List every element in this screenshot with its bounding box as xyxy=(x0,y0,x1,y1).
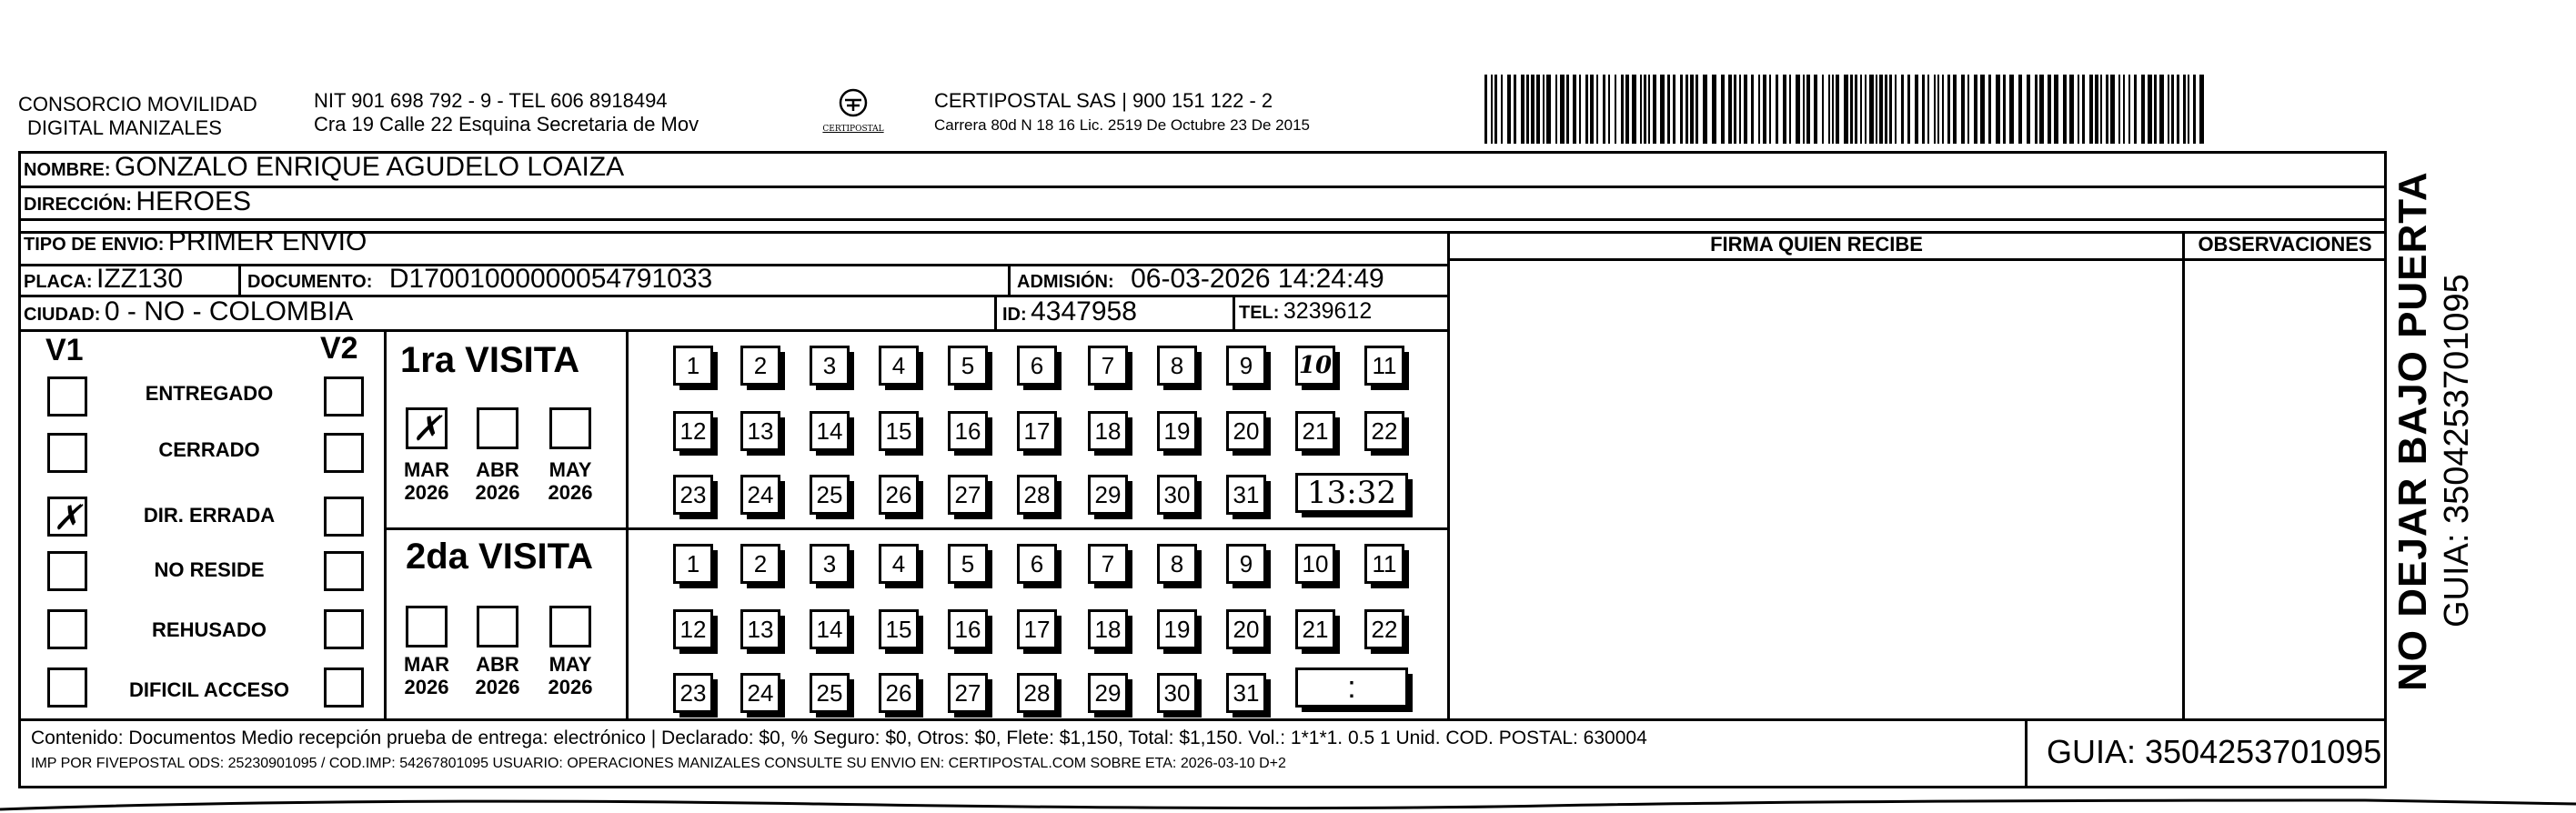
status-label: REHUSADO xyxy=(152,618,267,641)
barcode-bar xyxy=(1961,75,1965,144)
day-box[interactable]: 14 xyxy=(810,411,850,451)
day-box[interactable]: 6 xyxy=(1017,346,1057,386)
barcode-bar xyxy=(1667,75,1670,144)
barcode-bar xyxy=(2009,75,2014,144)
barcode-bar xyxy=(1947,75,1950,144)
barcode-bar xyxy=(1560,75,1565,144)
day-box[interactable]: 25 xyxy=(810,673,850,713)
observaciones-area[interactable] xyxy=(2187,262,2381,717)
barcode-bar xyxy=(1769,75,1771,144)
barcode-bar xyxy=(1531,75,1535,144)
day-box[interactable]: 23 xyxy=(673,673,713,713)
v1-checkbox-entregado[interactable] xyxy=(47,376,87,417)
day-box[interactable]: 16 xyxy=(948,411,988,451)
barcode-bar xyxy=(2171,75,2174,144)
day-box[interactable]: 24 xyxy=(740,673,780,713)
barcode-bar xyxy=(1543,75,1545,144)
barcode-bar xyxy=(1739,75,1741,144)
nombre-field: NOMBRE: GONZALO ENRIQUE AGUDELO LOAIZA xyxy=(24,152,625,182)
footer-contenido: Contenido: Documentos Medio recepción prueba de entrega: electrónico | Declarado: $0, % Seguro: $0, Otros: $0, Flete: $1,150, Total: $1,150. Vol.: 1*1*1. 0.5 1 Unid. COD. POSTAL: 630004 xyxy=(31,728,1647,748)
barcode-bar xyxy=(1536,75,1540,144)
v1-checkbox-rehusado[interactable] xyxy=(47,609,87,649)
barcode-bar xyxy=(2095,75,2098,144)
day-box[interactable]: 22 xyxy=(1364,609,1404,649)
day-box[interactable]: 28 xyxy=(1017,673,1057,713)
carrier-info: CERTIPOSTAL SAS | 900 151 122 - 2 Carrera 80d N 18 16 Lic. 2519 De Octubre 23 De 2015 xyxy=(934,89,1310,134)
barcode-bar xyxy=(1526,75,1529,144)
status-label: ENTREGADO xyxy=(145,382,274,405)
barcode-bar xyxy=(2110,75,2115,144)
day-box[interactable]: 9 xyxy=(1226,544,1266,584)
direccion-value: HEROES xyxy=(136,186,252,216)
barcode-bar xyxy=(2177,75,2179,144)
barcode-bar xyxy=(1885,75,1887,144)
barcode-bar xyxy=(1579,75,1581,144)
documento-value: D17001000000054791033 xyxy=(388,264,713,294)
visit2-title: 2da VISITA xyxy=(406,537,593,577)
barcode-bar xyxy=(1573,75,1576,144)
barcode-bar xyxy=(1690,75,1694,144)
visit2-time[interactable]: : xyxy=(1295,667,1408,708)
day-box[interactable]: 20 xyxy=(1226,609,1266,649)
day-box[interactable]: 10 xyxy=(1295,346,1335,386)
day-box[interactable]: 22 xyxy=(1364,411,1404,451)
observaciones-header: OBSERVACIONES xyxy=(2198,233,2372,256)
barcode-bar xyxy=(1514,75,1516,144)
day-box[interactable]: 24 xyxy=(740,475,780,515)
barcode-bar xyxy=(1806,75,1810,144)
barcode-bar xyxy=(1783,75,1786,144)
barcode-bar xyxy=(1915,75,1918,144)
day-box[interactable]: 15 xyxy=(879,609,919,649)
day-box[interactable]: 3 xyxy=(810,544,850,584)
v1-checkbox-cerrado[interactable] xyxy=(47,433,87,473)
barcode-bar xyxy=(2035,75,2038,144)
visit1-month-label: MAR 2026 xyxy=(403,458,450,504)
barcode-bar xyxy=(1632,75,1636,144)
barcode-bar xyxy=(1712,75,1716,144)
barcode-bar xyxy=(1980,75,1985,144)
barcode-bar xyxy=(1484,75,1487,144)
v2-checkbox-entregado[interactable] xyxy=(324,376,364,417)
day-box[interactable]: 11 xyxy=(1364,544,1404,584)
barcode-bar xyxy=(1996,75,2000,144)
v2-checkbox-rehusado[interactable] xyxy=(324,609,364,649)
direccion-field: DIRECCIÓN: HEROES xyxy=(24,186,252,216)
barcode-bar xyxy=(1942,75,1944,144)
barcode-bar xyxy=(1974,75,1977,144)
barcode-bar xyxy=(1814,75,1817,144)
barcode-bar xyxy=(1603,75,1605,144)
day-box[interactable]: 12 xyxy=(673,411,713,451)
status-label: NO RESIDE xyxy=(154,558,265,581)
barcode-bar xyxy=(2027,75,2030,144)
v2-checkbox-dificil-acceso[interactable] xyxy=(324,667,364,708)
barcode-bar xyxy=(1895,75,1897,144)
footer-imp: IMP POR FIVEPOSTAL ODS: 25230901095 / COD.IMP: 54267801095 USUARIO: OPERACIONES MANIZALES CONSULTE SU ENVIO EN: CERTIPOSTAL.COM SOBRE ETA: 2026-03-10 D+2 xyxy=(31,756,1286,771)
barcode-bar xyxy=(1876,75,1877,144)
barcode-bar xyxy=(1590,75,1594,144)
barcode-bar xyxy=(2018,75,2022,144)
barcode-bar xyxy=(1673,75,1675,144)
status-label: DIR. ERRADA xyxy=(143,504,276,527)
day-box[interactable]: 6 xyxy=(1017,544,1057,584)
certipostal-logo xyxy=(814,87,892,144)
barcode-bar xyxy=(1734,75,1736,144)
day-box[interactable]: 7 xyxy=(1088,346,1128,386)
side-warning: NO DEJAR BAJO PUERTA xyxy=(2390,171,2435,691)
placa-field: PLACA: IZZ130 xyxy=(24,264,184,294)
barcode-bar xyxy=(2123,75,2125,144)
logo-emblem-icon xyxy=(835,87,871,120)
visit1-time[interactable]: 13:32 xyxy=(1295,473,1408,513)
id-field: ID: 4347958 xyxy=(1002,296,1137,326)
day-box[interactable]: 26 xyxy=(879,475,919,515)
barcode-bar xyxy=(1832,75,1834,144)
visit2-month-box[interactable] xyxy=(477,606,518,647)
barcode-bar xyxy=(1680,75,1683,144)
barcode-bar xyxy=(1763,75,1766,144)
status-label: CERRADO xyxy=(158,438,260,461)
barcode-bar xyxy=(2039,75,2044,144)
barcode-bar xyxy=(1889,75,1892,144)
status-label: DIFICIL ACCESO xyxy=(128,678,289,701)
logo-caption: CERTIPOSTAL xyxy=(822,125,884,134)
barcode-bar xyxy=(2118,75,2120,144)
v1-checkbox-dir-errada[interactable]: ✗ xyxy=(47,497,87,537)
day-box[interactable]: 30 xyxy=(1157,475,1197,515)
tel-value: 3239612 xyxy=(1283,298,1373,324)
day-box[interactable]: 1 xyxy=(673,346,713,386)
day-box[interactable]: 28 xyxy=(1017,475,1057,515)
day-box[interactable]: 10 xyxy=(1295,544,1335,584)
visit2-month-box[interactable] xyxy=(406,606,448,647)
day-box[interactable]: 18 xyxy=(1088,411,1128,451)
day-box[interactable]: 1 xyxy=(673,544,713,584)
day-box[interactable]: 4 xyxy=(879,346,919,386)
visit2-month-label: MAR 2026 xyxy=(403,653,450,698)
barcode-bar xyxy=(1855,75,1857,144)
day-box[interactable]: 19 xyxy=(1157,609,1197,649)
barcode-bar xyxy=(1850,75,1853,144)
day-box[interactable]: 29 xyxy=(1088,673,1128,713)
admision-value: 06-03-2026 14:24:49 xyxy=(1131,264,1384,294)
ciudad-field: CIUDAD: 0 - NO - COLOMBIA xyxy=(24,296,354,326)
barcode-bar xyxy=(1953,75,1957,144)
barcode-bar xyxy=(1685,75,1688,144)
visit1-month-label: MAY 2026 xyxy=(548,458,593,504)
barcode-bar xyxy=(2003,75,2006,144)
barcode-bar xyxy=(1703,75,1707,144)
barcode-bar xyxy=(1869,75,1874,144)
barcode-bar xyxy=(1491,75,1493,144)
day-box[interactable]: 13 xyxy=(740,609,780,649)
day-box[interactable]: 17 xyxy=(1017,609,1057,649)
barcode-bar xyxy=(2082,75,2085,144)
day-box[interactable]: 29 xyxy=(1088,475,1128,515)
day-box[interactable]: 9 xyxy=(1226,346,1266,386)
company-name: CONSORCIO MOVILIDAD DIGITAL MANIZALES xyxy=(18,93,257,139)
barcode-bar xyxy=(1967,75,1969,144)
barcode-bar xyxy=(1721,75,1725,144)
barcode-bar xyxy=(1728,75,1732,144)
barcode-bar xyxy=(1879,75,1883,144)
day-box[interactable]: 7 xyxy=(1088,544,1128,584)
barcode-bar xyxy=(1751,75,1754,144)
barcode-bar xyxy=(1696,75,1698,144)
barcode-bar xyxy=(1625,75,1629,144)
barcode-bar xyxy=(1660,75,1665,144)
day-box[interactable]: 4 xyxy=(879,544,919,584)
barcode-bar xyxy=(2128,75,2130,144)
barcode-bar xyxy=(2048,75,2051,144)
barcode-bar xyxy=(1494,75,1497,144)
day-box[interactable]: 5 xyxy=(948,346,988,386)
company-nit: NIT 901 698 792 - 9 - TEL 606 8918494 Cra 19 Calle 22 Esquina Secretaria de Mov xyxy=(314,89,699,136)
barcode-bar xyxy=(2154,75,2157,144)
v2-checkbox-no-reside[interactable] xyxy=(324,551,364,591)
barcode-bar xyxy=(2106,75,2108,144)
footer-guia: GUIA: 3504253701095 xyxy=(2047,733,2382,770)
barcode-bar xyxy=(1521,75,1524,144)
barcode-bar xyxy=(1803,75,1805,144)
barcode-bar xyxy=(1865,75,1867,144)
day-box[interactable]: 31 xyxy=(1226,475,1266,515)
barcode-bar xyxy=(1501,75,1503,144)
barcode-bar xyxy=(1937,75,1939,144)
barcode-bar xyxy=(2100,75,2102,144)
barcode-bar xyxy=(2078,75,2079,144)
barcode-bar xyxy=(2148,75,2152,144)
barcode-bar xyxy=(1927,75,1929,144)
day-box[interactable]: 17 xyxy=(1017,411,1057,451)
day-box[interactable]: 5 xyxy=(948,544,988,584)
ciudad-value: 0 - NO - COLOMBIA xyxy=(104,296,354,326)
v1-label: V1 xyxy=(45,333,84,367)
barcode-bar xyxy=(1860,75,1862,144)
day-box[interactable]: 2 xyxy=(740,544,780,584)
day-box[interactable]: 15 xyxy=(879,411,919,451)
visit1-title: 1ra VISITA xyxy=(400,340,580,380)
barcode-bar xyxy=(2168,75,2169,144)
barcode-bar xyxy=(2054,75,2058,144)
barcode-bar xyxy=(1907,75,1910,144)
barcode-bar xyxy=(2183,75,2186,144)
barcode-bar xyxy=(1934,75,1936,144)
day-box[interactable]: 19 xyxy=(1157,411,1197,451)
barcode-bar xyxy=(1744,75,1747,144)
placa-value: IZZ130 xyxy=(96,264,184,294)
barcode-bar xyxy=(1596,75,1598,144)
day-box[interactable]: 27 xyxy=(948,475,988,515)
visit1-month-box[interactable] xyxy=(477,407,518,449)
documento-field: DOCUMENTO: D17001000000054791033 xyxy=(247,264,713,294)
barcode-bar xyxy=(1608,75,1610,144)
barcode-bar xyxy=(2134,75,2137,144)
visit1-month-box[interactable]: ✗ xyxy=(406,407,448,449)
day-box[interactable]: 16 xyxy=(948,609,988,649)
barcode-bar xyxy=(1585,75,1588,144)
visit1-month-label: ABR 2026 xyxy=(475,458,520,504)
barcode-bar xyxy=(1640,75,1642,144)
day-box[interactable]: 12 xyxy=(673,609,713,649)
barcode-bar xyxy=(1507,75,1511,144)
day-box[interactable]: 18 xyxy=(1088,609,1128,649)
day-box[interactable]: 23 xyxy=(673,475,713,515)
day-box[interactable]: 14 xyxy=(810,609,850,649)
barcode-bar xyxy=(1555,75,1557,144)
day-box[interactable]: 8 xyxy=(1157,346,1197,386)
barcode-bar xyxy=(2159,75,2164,144)
barcode-bar xyxy=(2069,75,2074,144)
barcode-bar xyxy=(1758,75,1760,144)
id-value: 4347958 xyxy=(1031,296,1137,326)
day-box[interactable]: 21 xyxy=(1295,609,1335,649)
day-box[interactable]: 2 xyxy=(740,346,780,386)
tipo-envio-value: PRIMER ENVIO xyxy=(167,226,367,256)
barcode-bar xyxy=(1621,75,1624,144)
barcode-bar xyxy=(1988,75,1991,144)
barcode-bar xyxy=(1653,75,1656,144)
barcode-bar xyxy=(2089,75,2093,144)
barcode-bar xyxy=(2141,75,2145,144)
barcode-bar xyxy=(1648,75,1650,144)
barcode-bar xyxy=(1822,75,1824,144)
day-box[interactable]: 13 xyxy=(740,411,780,451)
side-guia: GUIA: 3504253701095 xyxy=(2438,274,2476,627)
day-box[interactable]: 21 xyxy=(1295,411,1335,451)
barcode-bar xyxy=(2188,75,2189,144)
v1-checkbox-dificil-acceso[interactable] xyxy=(47,667,87,708)
day-box[interactable]: 30 xyxy=(1157,673,1197,713)
nombre-value: GONZALO ENRIQUE AGUDELO LOAIZA xyxy=(115,152,625,182)
day-box[interactable]: 3 xyxy=(810,346,850,386)
tel-field: TEL: 3239612 xyxy=(1239,298,1373,324)
barcode-bar xyxy=(1901,75,1904,144)
barcode xyxy=(1484,75,2210,144)
barcode-bar xyxy=(1836,75,1839,144)
v2-checkbox-cerrado[interactable] xyxy=(324,433,364,473)
firma-area[interactable] xyxy=(1452,262,2179,717)
barcode-bar xyxy=(1776,75,1778,144)
visit2-month-label: ABR 2026 xyxy=(475,653,520,698)
visit1-month-box[interactable] xyxy=(549,407,591,449)
day-box[interactable]: 31 xyxy=(1226,673,1266,713)
barcode-bar xyxy=(2063,75,2067,144)
barcode-bar xyxy=(1566,75,1569,144)
barcode-bar xyxy=(1844,75,1848,144)
torn-edge xyxy=(0,791,2576,813)
barcode-bar xyxy=(1644,75,1646,144)
v2-checkbox-dir-errada[interactable] xyxy=(324,497,364,537)
day-box[interactable]: 11 xyxy=(1364,346,1404,386)
day-box[interactable]: 8 xyxy=(1157,544,1197,584)
barcode-bar xyxy=(1922,75,1925,144)
day-box[interactable]: 27 xyxy=(948,673,988,713)
v1-checkbox-no-reside[interactable] xyxy=(47,551,87,591)
tipo-envio-field: TIPO DE ENVIO: PRIMER ENVIO xyxy=(24,226,367,256)
barcode-bar xyxy=(1789,75,1791,144)
barcode-bar xyxy=(2199,75,2204,144)
barcode-bar xyxy=(1796,75,1800,144)
day-box[interactable]: 26 xyxy=(879,673,919,713)
day-box[interactable]: 20 xyxy=(1226,411,1266,451)
barcode-bar xyxy=(2193,75,2196,144)
barcode-bar xyxy=(1828,75,1830,144)
firma-header: FIRMA QUIEN RECIBE xyxy=(1710,233,1923,256)
barcode-bar xyxy=(1615,75,1616,144)
admision-field: ADMISIÓN: 06-03-2026 14:24:49 xyxy=(1017,264,1384,294)
visit2-month-box[interactable] xyxy=(549,606,591,647)
day-box[interactable]: 25 xyxy=(810,475,850,515)
v2-label: V2 xyxy=(320,331,358,366)
visit2-month-label: MAY 2026 xyxy=(548,653,593,698)
barcode-bar xyxy=(1546,75,1551,144)
